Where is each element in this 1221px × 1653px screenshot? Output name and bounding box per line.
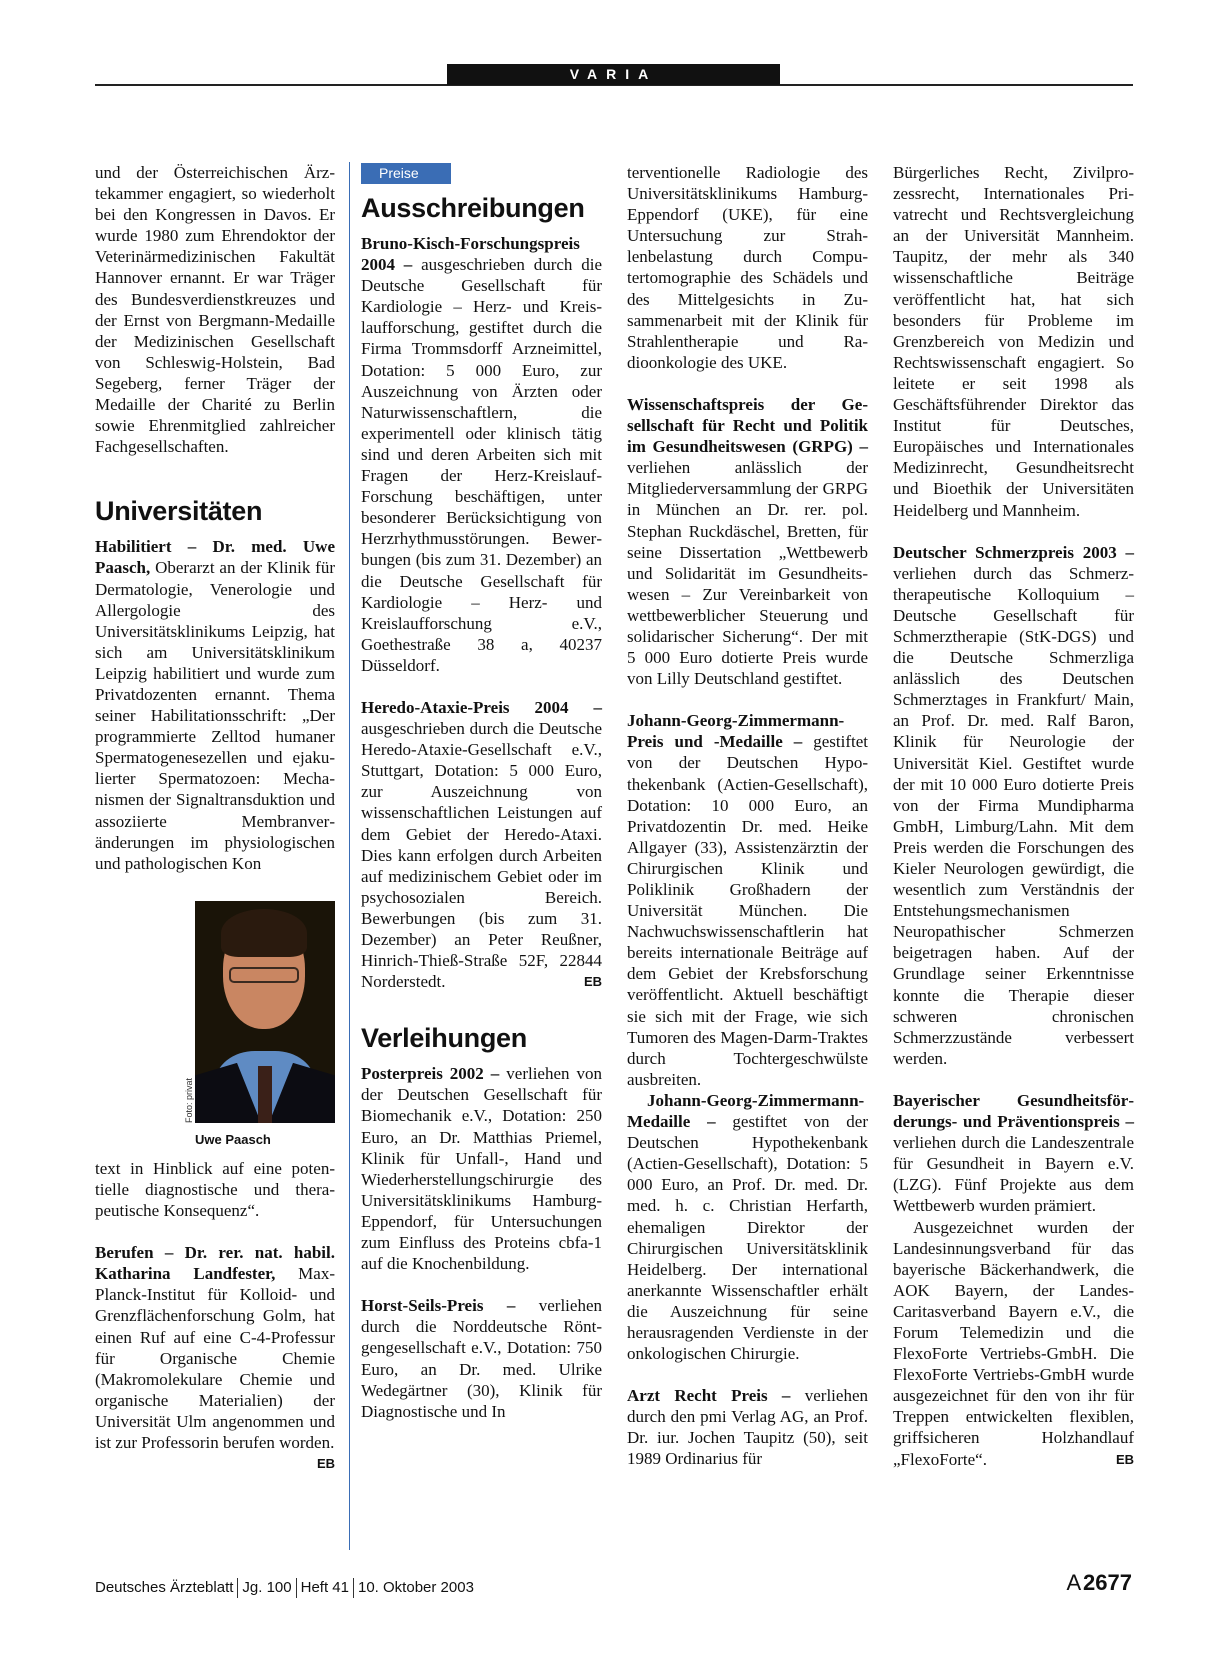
author-signature: EB [583, 974, 602, 990]
paragraph [893, 1217, 1134, 1470]
column-1 [95, 162, 335, 1474]
paragraph [361, 1063, 602, 1274]
paragraph [361, 697, 602, 992]
paragraph: terventionelle Radiologie des Universitätsklinikums Hamburg-Eppendorf (UKE), für eine Untersuchung zur Strahlenbelastung durch Computertomographie des Schädels und des Mittelgesichts in Zusammenarbeit mit der Klinik für Strahlentherapie und Radioonkologie des UKE. [627, 163, 868, 372]
entry-title: Heredo-Ataxie-Preis 2004 – [361, 697, 602, 717]
page-number-value: 2677 [1083, 1570, 1132, 1595]
entry-title: Bruno-Kisch-Forschungspreis 2004 – [361, 234, 580, 275]
author-signature: EB [1115, 1451, 1134, 1467]
entry-title: Habilitiert – Dr. med. Uwe Paasch, [95, 537, 335, 578]
issue-date: 10. Oktober 2003 [358, 1578, 474, 1596]
paragraph: und der Österreichischen Ärztekammer engagiert, so wiederholt bei den Kongressen in Davos. Er wurde 1980 zum Ehrendoktor der Veterinärmedizinischen Fakultät Hannover ernannt. Er war Träger des Bundesverdienstkreuzes und der Ernst von Bergmann-Medaille der Medizinischen Gesellschaft von Schleswig-Holstein, Bad Segeberg, ferner Träger der Medaille der Charité zu Berlin sowie Ehrenmitglied zahlreicher Fachgesellschaften. [95, 163, 335, 457]
entry-title: Deutscher Schmerzpreis 2003 – [893, 542, 1134, 562]
entry-text: Oberarzt an der Klinik für Dermatologie, Venerologie und Allergologie des Universitätsklinikums Leipzig, hat sich am Universitätsklinikum Leipzig habilitiert und wurde zum Privatdozenten ernannt. Thema seiner Habilitationsschrift: „Der programmierte Zelltod humaner Spermatogenesezellen und ejakulierter Spermatozoen: Mechanismen der Signaltransduktion und assoziierte Membranveränderungen im physiologischen und pathologischen Kon [95, 558, 335, 873]
paragraph: text in Hinblick auf eine potentielle diagnostische und therapeutische Konsequenz“. [95, 1158, 335, 1221]
paragraph [95, 1242, 335, 1472]
entry-title: Johann-Georg-Zimmermann-Medaille – [627, 1090, 865, 1132]
entry-text: gestiftet von der Deutschen Hypothekenbank (Actien-Gesellschaft), Dotation: 10 000 Euro, an Privatdozentin Dr. med. Heike Allgayer (33), Assistenzärztin der Chirurgischen Klinik und Poliklinik Großhadern der Universität München. Die Nachwuchswissenschaftlerin hat bereits internationale Beiträge auf dem Gebiet der Krebsforschung veröffentlicht. Aktuell beschäftigt sie sich mit der Frage, wie sich Tumoren des Magen-Darm-Traktes durch Tochtergeschwülste ausbreiten. [627, 732, 868, 1089]
column-4 [893, 162, 1134, 1470]
entry-text: ausgeschrieben durch die Deutsche Heredo-Ataxie-Gesellschaft e.V., Stuttgart, Dotation: 5 000 Euro, zur Auszeichnung von wissenschaftlichen Leistungen auf dem Gebiet der Heredo-Ataxi. Dies kann erfolgen durch Arbeiten auf medizinischem Gebiet oder im psychosozialen Bereich. Bewerbungen (bis zum 31. Dezember) an Peter Reußner, Hinrich-Thieß-Straße 52F, 22844 Norderstedt. [361, 719, 602, 992]
page-number [1067, 1570, 1132, 1596]
footer-separator [296, 1578, 297, 1598]
portrait-figure [184, 901, 335, 1150]
paragraph [893, 542, 1134, 1069]
page-footer [95, 1578, 474, 1598]
entry-text: verliehen anlässlich der Mitgliederversammlung der GRPG in München an Dr. rer. pol. Stephan Ruckdäschel, Bretten, für seine Dissertation „Wettbewerb und Solidarität im Gesundheitswesen – Zur Vereinbarkeit von wettbewerblicher Steuerung und solidarischer Sicherung“. Der mit 5 000 Euro dotierte Preis wurde von Lilly Deutschland gestiftet. [627, 458, 868, 689]
section-heading-ausschreibungen: Ausschreibungen [361, 193, 585, 223]
journal-issue: Heft 41 [300, 1578, 349, 1596]
entry-title: Berufen – Dr. rer. nat. habil. Katharina Landfester, [95, 1243, 335, 1284]
entry-title: Arzt Recht Preis – [627, 1386, 791, 1406]
footer-separator [353, 1578, 354, 1598]
section-heading-universitaeten: Universitäten [95, 496, 263, 527]
paragraph [627, 1090, 868, 1364]
paragraph [361, 1295, 602, 1422]
paragraph [361, 233, 602, 676]
photo-caption: Uwe Paasch [195, 1131, 271, 1147]
portrait-photo [195, 901, 335, 1123]
entry-text: verliehen durch den pmi Verlag AG, an Prof. Dr. iur. Jochen Taupitz (50), seit 1989 Ordinarius für [627, 1386, 868, 1469]
entry-text: verliehen durch die Landeszentrale für Gesundheit in Bayern e.V. (LZG). Fünf Projekte aus dem Wettbewerb wurden prämiert. [893, 1133, 1134, 1216]
entry-title: Wissenschaftspreis der Gesellschaft für Recht und Politik im Gesundheitswesen (GRPG) – [627, 394, 868, 457]
entry-text: ausgeschrieben durch die Deutsche Gesellschaft für Kardiologie – Herz- und Kreislaufforschung, gestiftet durch die Firma Trommsdorff Arzneimittel, Dotation: 5 000 Euro, zur Auszeichnung von Ärzten oder Naturwissenschaftlern, die experimentell oder klinisch tätig sind und deren Arbeiten sich mit Fragen der Herz-Kreislauf-Forschung beschäftigen, unter besonderer Berücksichtigung von Herzrhythmusstörungen. Bewerbungen (bis zum 31. Dezember) an die Deutsche Gesellschaft für Kardiologie – Herz- und Kreislaufforschung e.V., Goethestraße 38 a, 40237 Düsseldorf. [361, 255, 602, 675]
column-3 [627, 162, 868, 1470]
paragraph [893, 1090, 1134, 1217]
entry-text: verliehen von der Deutschen Gesellschaft für Biomechanik e.V., Dotation: 250 Euro, an Dr. Matthias Priemel, Klinik für Unfall-, Hand und Wiederherstellungschirurgie des Universitätsklinikums Hamburg-Eppendorf, für Untersuchungen zum Einfluss des Proteins cbfa-1 auf die Knochenbildung. [361, 1064, 602, 1274]
entry-text: gestiftet von der Deutschen Hypothekenbank (Actien-Gesellschaft), Dotation: 5 000 Euro, an Prof. Dr. med. Dr. med. h. c. Christian Herfarth, ehemaligen Direktor der Chirurgischen Universitätsklinik Heidelberg. Der international anerkannte Wissenschaftler erhält die Auszeichnung für seine herausragenden Verdienste in der onkologischen Chirurgie. [627, 1112, 868, 1364]
paragraph [95, 536, 335, 874]
section-heading-verleihungen: Verleihungen [361, 1023, 527, 1054]
column-divider [349, 162, 350, 1550]
entry-title: Posterpreis 2002 – [361, 1064, 500, 1084]
journal-name: Deutsches Ärzteblatt [95, 1578, 234, 1596]
entry-text: verliehen durch das Schmerztherapeutische Kolloquium – Deutsche Gesellschaft für Schmerztherapie (StK-DGS) und die Deutsche Schmerzliga anlässlich des Deutschen Schmerztages in Frankfurt/ Main, an Prof. Dr. med. Ralf Baron, Klinik für Neurologie der Universität Kiel. Gestiftet wurde der mit 10 000 Euro dotierte Preis von der Firma Mundipharma GmbH, Limburg/Lahn. Mit dem Preis werden die Forschungen des Kieler Neurologen gewürdigt, die wesentlich zum Verständnis der Entstehungsmechanismen Neuropathischer Schmerzen beigetragen haben. Auf der Grundlage seiner Erkenntnisse konnte die Therapie dieser schweren chronischen Schmerzzustände verbessert werden. [893, 563, 1134, 1068]
paragraph: Bürgerliches Recht, Zivilprozessrecht, Internationales Privatrecht und Rechtsvergleichung an der Universität Mannheim. Taupitz, der mehr als 340 wissenschaftliche Beiträge veröffentlicht hat, hat sich besonders für Probleme im Grenzbereich von Medizin und Rechtswissenschaft engagiert. So leitete er seit 1998 als Geschäftsführender Direktor das Institut für Deutsches, Europäisches und Internationales Medizinrecht, Gesundheitsrecht und Bioethik der Universitäten Heidelberg und Mannheim. [893, 163, 1134, 520]
journal-volume: Jg. 100 [242, 1578, 292, 1596]
entry-text: Ausgezeichnet wurden der Landesinnungsverband für das bayerische Bäckerhandwerk, die AOK Bayern, der Landes-Caritasverband Bayern e.V., die Forum Telemedizin und die FlexoForte Vertriebs-GmbH. Die FlexoForte Vertriebs-GmbH wurde ausgezeichnet für den von ihr für Treppen entwickelten flexiblen, griffsicheren Holzhandlauf „FlexoForte“. [893, 1217, 1134, 1469]
entry-title: Horst-Seils-Preis – [361, 1296, 516, 1316]
section-tab: VARIA [447, 64, 780, 85]
column-2 [361, 162, 602, 1422]
entry-title: Johann-Georg-Zimmermann-Preis und -Medaille – [627, 711, 845, 752]
paragraph [627, 1385, 868, 1469]
photo-credit: Foto: privat [184, 1077, 194, 1123]
category-tag: Preise [361, 163, 451, 184]
footer-separator [237, 1578, 238, 1598]
entry-title: Bayerischer Gesundheitsförderungs- und Präventionspreis – [893, 1090, 1134, 1132]
entry-text: verliehen durch die Norddeutsche Röntgengesellschaft e.V., Dotation: 750 Euro, an Dr. med. Ulrike Wedegärtner (30), Klinik für Diagnostische und In [361, 1296, 602, 1421]
page-prefix: A [1066, 1570, 1082, 1595]
author-signature: EB [316, 1456, 335, 1472]
paragraph [627, 394, 868, 689]
entry-text: Max-Planck-Institut für Kolloid- und Grenzflächenforschung Golm, hat einen Ruf auf eine C-4-Professur für Organische Chemie (Makromolekulare Chemie und organische Materialien) der Universität Ulm angenommen und ist zur Professorin berufen worden. [95, 1264, 335, 1453]
paragraph [627, 710, 868, 1090]
